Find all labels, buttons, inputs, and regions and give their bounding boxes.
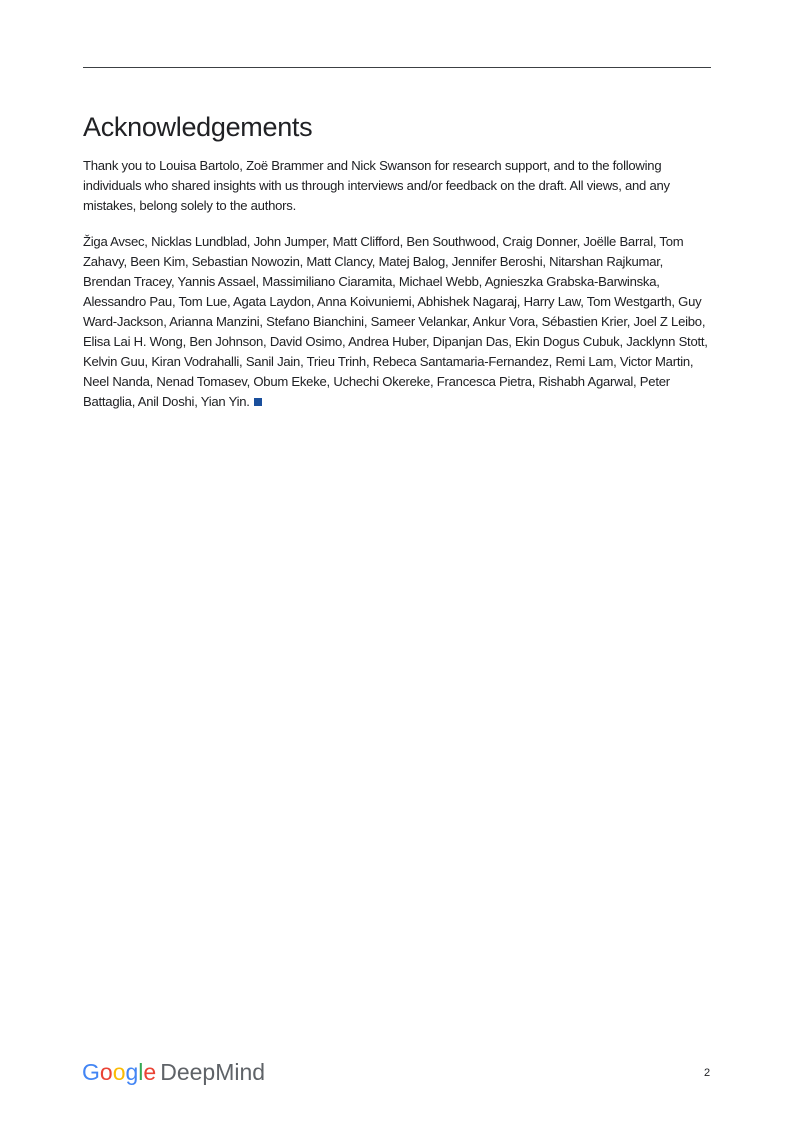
google-deepmind-logo bbox=[82, 1056, 265, 1088]
logo-letter: e bbox=[143, 1059, 157, 1085]
logo-letter: l bbox=[138, 1059, 144, 1085]
logo-deepmind-text: DeepMind bbox=[160, 1059, 266, 1085]
section-heading: Acknowledgements bbox=[83, 112, 313, 142]
logo-letter: o bbox=[112, 1059, 126, 1085]
end-of-section-square-icon bbox=[254, 398, 262, 406]
names-list: Žiga Avsec, Nicklas Lundblad, John Jumper, Matt Clifford, Ben Southwood, Craig Donner, Joëlle Barral, Tom Zahavy, Been Kim, Sebastian Nowozin, Matt Clancy, Matej Balog, Jennifer Beroshi, Nitarshan Rajkumar, Brendan Tracey, Yannis Assael, Massimiliano Ciaramita, Michael Webb, Agnieszka Grabska-Barwinska, Alessandro Pau, Tom Lue, Agata Laydon, Anna Koivuniemi, Abhishek Nagaraj, Harry Law, Tom Westgarth, Guy Ward-Jackson, Arianna Manzini, Stefano Bianchini, Sameer Velankar, Ankur Vora, Sébastien Krier, Joel Z Leibo, Elisa Lai H. Wong, Ben Johnson, David Osimo, Andrea Huber, Dipanjan Das, Ekin Dogus Cubuk, Jacklynn Stott, Kelvin Guu, Kiran Vodrahalli, Sanil Jain, Trieu Trinh, Rebeca Santamaria-Fernandez, Remi Lam, Victor Martin, Neel Nanda, Nenad Tomasev, Obum Ekeke, Uchechi Okereke, Francesca Pietra, Rishabh Agarwal, Peter Battaglia, Anil Doshi, Yian Yin. bbox=[83, 234, 708, 409]
logo-letter: g bbox=[125, 1059, 139, 1085]
logo-letter: o bbox=[99, 1059, 113, 1085]
header-rule bbox=[83, 67, 711, 68]
page-number: 2 bbox=[704, 1067, 711, 1079]
logo-letter: G bbox=[82, 1059, 100, 1085]
names-paragraph bbox=[83, 232, 711, 412]
intro-paragraph: Thank you to Louisa Bartolo, Zoë Brammer and Nick Swanson for research support, and to the following individuals who shared insights with us through interviews and/or feedback on the draft. All views, and any mistakes, belong solely to the authors. bbox=[83, 158, 670, 213]
